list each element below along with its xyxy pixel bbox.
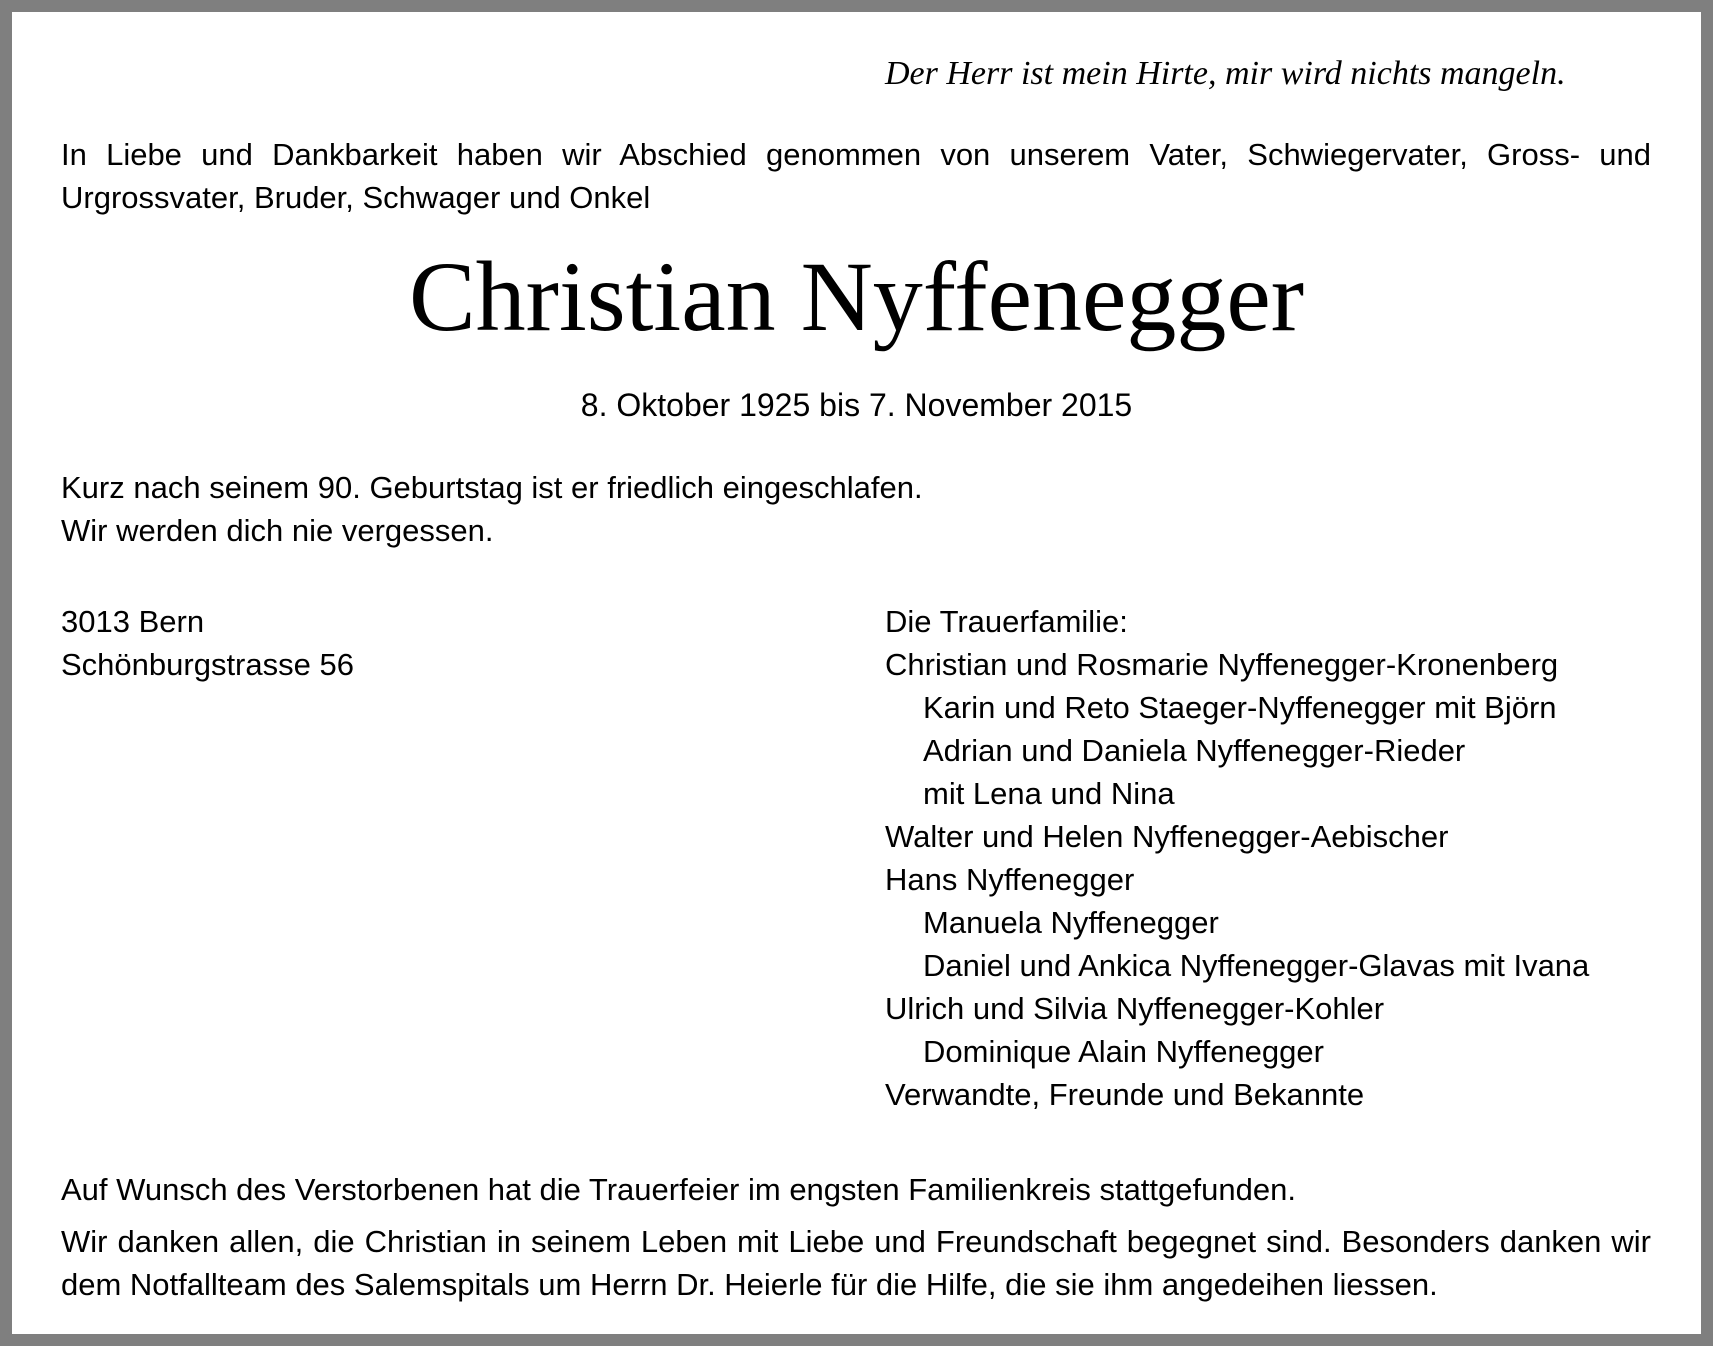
farewell-line: Kurz nach seinem 90. Geburtstag ist er friedlich eingeschlafen. — [61, 470, 923, 505]
farewell-line: Wir werden dich nie vergessen. — [61, 513, 494, 548]
family-list — [885, 600, 1589, 1116]
motto-quote: Der Herr ist mein Hirte, mir wird nichts mangeln. — [885, 55, 1566, 92]
family-member: Karin und Reto Staeger-Nyffenegger mit Björn — [923, 690, 1557, 725]
family-member: Ulrich und Silvia Nyffenegger-Kohler — [885, 991, 1385, 1026]
life-dates: 8. Oktober 1925 bis 7. November 2015 — [580, 387, 1133, 423]
address-street: Schönburgstrasse 56 — [61, 647, 354, 682]
obituary-notice — [12, 12, 1701, 1334]
address-city: 3013 Bern — [61, 604, 205, 639]
farewell-text — [61, 466, 923, 552]
family-member: mit Lena und Nina — [923, 776, 1175, 811]
family-member: Daniel und Ankica Nyffenegger-Glavas mit Ivana — [923, 948, 1590, 983]
family-member: Christian und Rosmarie Nyffenegger-Kronenberg — [885, 647, 1559, 682]
closing-text — [61, 1168, 1651, 1306]
family-member: Dominique Alain Nyffenegger — [923, 1034, 1324, 1069]
family-member: Manuela Nyffenegger — [923, 905, 1219, 940]
intro-paragraph: In Liebe und Dankbarkeit haben wir Abschied genommen von unserem Vater, Schwiegervater, Gross- und Urgrossvater, Bruder, Schwager und Onkel — [61, 137, 1651, 215]
deceased-name: Christian Nyffenegger — [408, 241, 1305, 352]
family-member: Walter und Helen Nyffenegger-Aebischer — [885, 819, 1449, 854]
family-member: Verwandte, Freunde und Bekannte — [885, 1077, 1365, 1112]
family-member: Adrian und Daniela Nyffenegger-Rieder — [923, 733, 1466, 768]
family-member: Hans Nyffenegger — [885, 862, 1135, 897]
thanks-note: Wir danken allen, die Christian in seinem Leben mit Liebe und Freundschaft begegnet sind. Besonders danken wir dem Notfallteam des Salemspitals um Herrn Dr. Heierle für die Hilfe, die sie ihm angedeihen liessen. — [61, 1224, 1651, 1302]
family-heading: Die Trauerfamilie: — [885, 604, 1128, 639]
address-block — [61, 600, 354, 686]
ceremony-note: Auf Wunsch des Verstorbenen hat die Trauerfeier im engsten Familienkreis stattgefunden. — [61, 1172, 1296, 1207]
